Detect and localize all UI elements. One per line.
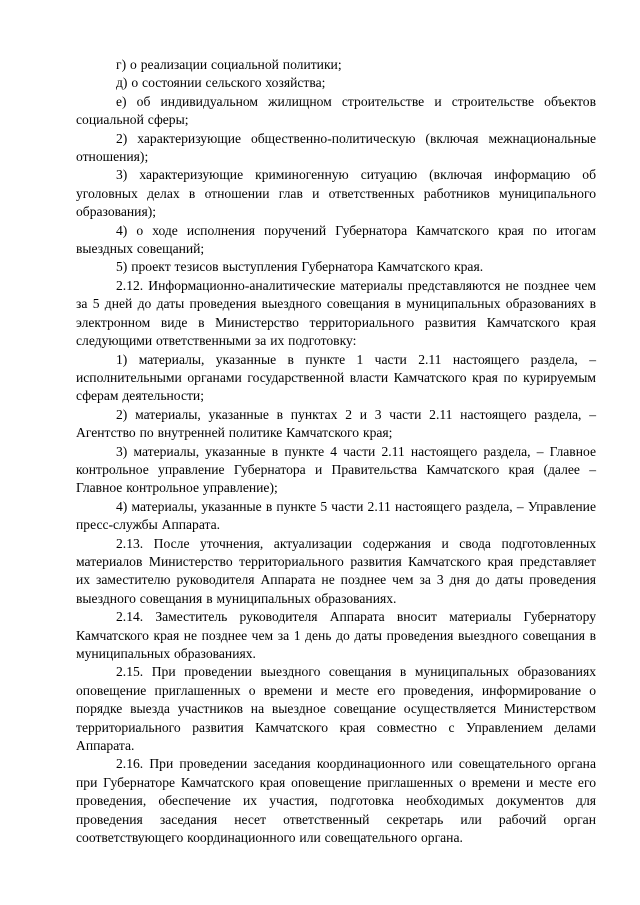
paragraph-2-15: 2.15. При проведении выездного совещания в муниципальных образованиях оповещение приглашенных о времени и месте его проведения, информирование о порядке выезда участников на выездное совещание осуществляется Министерством территориального развития Камчатского края совместно с Управлением делами Аппарата. [76, 664, 596, 754]
paragraph-2-12: 2.12. Информационно-аналитические материалы представляются не позднее чем за 5 дней до даты проведения выездного совещания в муниципальных образованиях в электронном виде в Министерство территориального развития Камчатского края следующими ответственными за их подготовку: [76, 277, 596, 349]
paragraph-item-2: 2) характеризующие общественно-политическую (включая межнациональные отношения); [76, 130, 596, 165]
paragraph-2-12-item-3: 3) материалы, указанные в пункте 4 части 2.11 настоящего раздела, – Главное контрольное управление Губернатора и Правительства Камчатского края (далее – Главное контрольное управление); [76, 443, 596, 496]
paragraph-2-14: 2.14. Заместитель руководителя Аппарата вносит материалы Губернатору Камчатского края не позднее чем за 1 день до даты проведения выездного совещания в муниципальных образованиях. [76, 609, 596, 661]
paragraph-item-4: 4) о ходе исполнения поручений Губернатора Камчатского края по итогам выездных совещаний; [76, 222, 596, 257]
paragraph-2-12-item-4: 4) материалы, указанные в пункте 5 части 2.11 настоящего раздела, – Управление пресс-службы Аппарата. [76, 498, 596, 533]
paragraph-2-12-item-2: 2) материалы, указанные в пунктах 2 и 3 части 2.11 настоящего раздела, – Агентство по внутренней политике Камчатского края; [76, 406, 596, 441]
paragraph-2-13: 2.13. После уточнения, актуализации содержания и свода подготовленных материалов Министерство территориального развития Камчатского края представляет их заместителю руководителя Аппарата не позднее чем за 3 дня до даты проведения выездного совещания в муниципальных образованиях. [76, 535, 596, 606]
paragraph-item-e: е) об индивидуальном жилищном строительстве и строительстве объектов социальной сферы; [76, 93, 596, 128]
document-page [76, 56, 596, 847]
paragraph-item-g: г) о реализации социальной политики; [116, 57, 342, 72]
paragraph-item-5: 5) проект тезисов выступления Губернатора Камчатского края. [116, 259, 484, 275]
paragraph-item-d: д) о состоянии сельского хозяйства; [116, 75, 326, 91]
paragraph-2-16: 2.16. При проведении заседания координационного или совещательного органа при Губернаторе Камчатского края оповещение приглашенных о времени и месте его проведения, обеспечение их участия, подготовка необходимых документов для проведения заседания несет ответственный секретарь или рабочий орган соответствующего координационного или совещательного органа. [76, 756, 596, 846]
paragraph-2-12-item-1: 1) материалы, указанные в пункте 1 части 2.11 настоящего раздела, – исполнительными органами государственной власти Камчатского края по курируемым сферам деятельности; [76, 351, 596, 404]
paragraph-item-3: 3) характеризующие криминогенную ситуацию (включая информацию об уголовных делах в отношении глав и ответственных работников муниципального образования); [76, 167, 596, 220]
